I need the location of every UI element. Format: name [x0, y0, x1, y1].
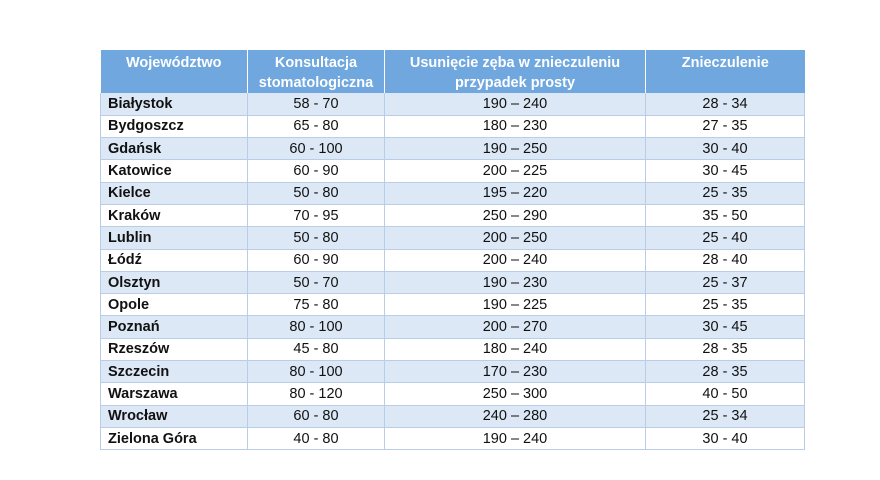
- table-row: [101, 405, 805, 427]
- cell-consultation: 65 - 80: [248, 115, 385, 137]
- cell-region: Łódź: [101, 249, 248, 271]
- cell-region: Lublin: [101, 227, 248, 249]
- cell-region: Opole: [101, 294, 248, 316]
- cell-region: Bydgoszcz: [101, 115, 248, 137]
- cell-consultation: 60 - 80: [248, 405, 385, 427]
- cell-extraction: 200 – 240: [385, 249, 646, 271]
- cell-region: Kielce: [101, 182, 248, 204]
- header-row: [101, 50, 805, 93]
- cell-region: Warszawa: [101, 383, 248, 405]
- cell-anesthesia: 28 - 40: [646, 249, 805, 271]
- table-row: [101, 294, 805, 316]
- header-cell-consultation: Konsultacja stomatologiczna: [248, 50, 385, 93]
- cell-anesthesia: 25 - 34: [646, 405, 805, 427]
- table-row: [101, 316, 805, 338]
- cell-anesthesia: 28 - 35: [646, 361, 805, 383]
- cell-consultation: 50 - 70: [248, 271, 385, 293]
- cell-consultation: 60 - 90: [248, 249, 385, 271]
- cell-extraction: 170 – 230: [385, 361, 646, 383]
- cell-anesthesia: 25 - 35: [646, 182, 805, 204]
- table-row: [101, 115, 805, 137]
- cell-region: Gdańsk: [101, 138, 248, 160]
- cell-consultation: 45 - 80: [248, 338, 385, 360]
- cell-extraction: 200 – 225: [385, 160, 646, 182]
- cell-region: Poznań: [101, 316, 248, 338]
- cell-extraction: 190 – 225: [385, 294, 646, 316]
- table-row: [101, 271, 805, 293]
- table-row: [101, 182, 805, 204]
- cell-extraction: 190 – 230: [385, 271, 646, 293]
- cell-extraction: 195 – 220: [385, 182, 646, 204]
- cell-region: Kraków: [101, 204, 248, 226]
- cell-anesthesia: 30 - 40: [646, 138, 805, 160]
- cell-extraction: 190 – 240: [385, 427, 646, 449]
- cell-anesthesia: 25 - 40: [646, 227, 805, 249]
- cell-anesthesia: 28 - 34: [646, 93, 805, 115]
- cell-consultation: 80 - 120: [248, 383, 385, 405]
- cell-anesthesia: 25 - 35: [646, 294, 805, 316]
- cell-extraction: 190 – 250: [385, 138, 646, 160]
- cell-region: Szczecin: [101, 361, 248, 383]
- cell-consultation: 50 - 80: [248, 182, 385, 204]
- cell-consultation: 50 - 80: [248, 227, 385, 249]
- header-cell-extraction: Usunięcie zęba w znieczuleniu przypadek prosty: [385, 50, 646, 93]
- cell-extraction: 240 – 280: [385, 405, 646, 427]
- header-cell-anesthesia: Znieczulenie: [646, 50, 805, 93]
- cell-anesthesia: 30 - 45: [646, 160, 805, 182]
- cell-extraction: 190 – 240: [385, 93, 646, 115]
- table-row: [101, 249, 805, 271]
- table-row: [101, 204, 805, 226]
- cell-anesthesia: 35 - 50: [646, 204, 805, 226]
- table-row: [101, 338, 805, 360]
- cell-anesthesia: 28 - 35: [646, 338, 805, 360]
- cell-extraction: 180 – 230: [385, 115, 646, 137]
- cell-anesthesia: 30 - 40: [646, 427, 805, 449]
- cell-region: Białystok: [101, 93, 248, 115]
- cell-consultation: 40 - 80: [248, 427, 385, 449]
- cell-anesthesia: 40 - 50: [646, 383, 805, 405]
- cell-region: Wrocław: [101, 405, 248, 427]
- cell-extraction: 200 – 250: [385, 227, 646, 249]
- cell-consultation: 75 - 80: [248, 294, 385, 316]
- cell-consultation: 80 - 100: [248, 316, 385, 338]
- cell-extraction: 200 – 270: [385, 316, 646, 338]
- table-row: [101, 383, 805, 405]
- cell-region: Zielona Góra: [101, 427, 248, 449]
- header-cell-region: Województwo: [101, 50, 248, 93]
- cell-extraction: 180 – 240: [385, 338, 646, 360]
- cell-extraction: 250 – 300: [385, 383, 646, 405]
- table-row: [101, 427, 805, 449]
- cell-consultation: 70 - 95: [248, 204, 385, 226]
- cell-consultation: 60 - 90: [248, 160, 385, 182]
- cell-extraction: 250 – 290: [385, 204, 646, 226]
- table-row: [101, 227, 805, 249]
- cell-consultation: 58 - 70: [248, 93, 385, 115]
- cell-anesthesia: 25 - 37: [646, 271, 805, 293]
- table-row: [101, 138, 805, 160]
- cell-consultation: 80 - 100: [248, 361, 385, 383]
- table-row: [101, 160, 805, 182]
- table-row: [101, 93, 805, 115]
- cell-region: Olsztyn: [101, 271, 248, 293]
- cell-anesthesia: 27 - 35: [646, 115, 805, 137]
- cell-region: Katowice: [101, 160, 248, 182]
- cell-consultation: 60 - 100: [248, 138, 385, 160]
- price-table: [100, 50, 805, 450]
- cell-anesthesia: 30 - 45: [646, 316, 805, 338]
- table-row: [101, 361, 805, 383]
- cell-region: Rzeszów: [101, 338, 248, 360]
- table-body: [101, 93, 805, 450]
- table-header: [101, 50, 805, 93]
